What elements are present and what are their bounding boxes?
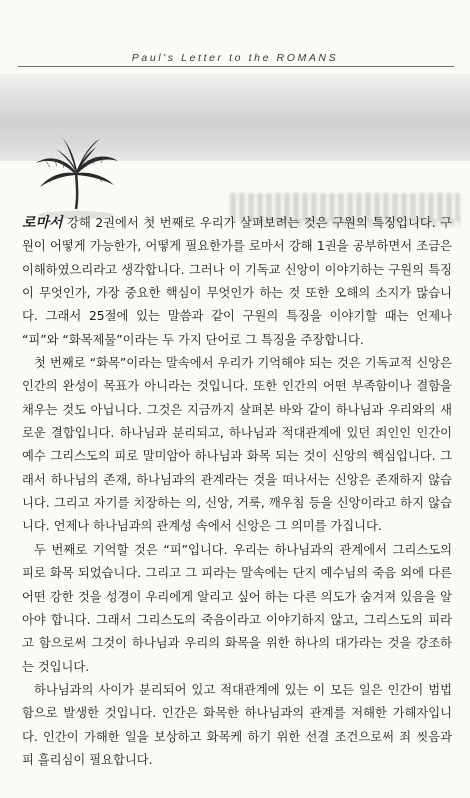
paragraph-1 [22,212,452,352]
header-rule [18,66,454,67]
running-head: Paul's Letter to the ROMANS [131,52,339,64]
body-text [22,212,452,772]
paragraph-3: 두 번째로 기억할 것은 “피”입니다. 우리는 하나님과의 관계에서 그리스도의 피로 화목 되었습니다. 그리고 그 피라는 말속에는 단지 예수님의 죽음 외에 다른 어떤 강한 것을 성경이 우리에게 알리고 싶어 하는 다른 의도가 숨겨져 있음을 알아야 합니다. 그래서 그리스도의 죽음이라고 이야기하지 않고, 그리스도의 피라고 함으로써 그것이 하나님과 우리의 화목을 위한 하나의 대가라는 것을 강조하는 것입니다. [22,542,452,674]
lead-word: 로마서 [22,215,63,231]
paragraph-4: 하나님과의 사이가 분리되어 있고 적대관계에 있는 이 모든 일은 인간이 범법함으로 발생한 것입니다. 인간은 화목한 하나님과의 관계를 저해한 가해자입니다. 인간이 가해한 일을 보상하고 화목케 하기 위한 선결 조건으로써 죄 씻음과 피 흘리심이 필요합니다. [22,682,452,767]
paragraph-2: 첫 번째로 “화목”이라는 말속에서 우리가 기억해야 되는 것은 기독교적 신앙은 인간의 완성이 목표가 아니라는 것입니다. 또한 인간의 어떤 부족함이나 결함을 채우는 것도 아닙니다. 그것은 지금까지 살펴본 바와 같이 하나님과 우리와의 새로운 결합입니다. 하나님과 분리되고, 하나님과 적대관계에 있던 죄인인 인간이 예수 그리스도의 피로 말미암아 하나님과 화목 되는 것이 신앙의 핵심입니다. 그래서 하나님의 존재, 하나님과의 관계라는 것을 떠나서는 신앙은 존재하지 않습니다. 그리고 자기를 치장하는 의, 신앙, 거룩, 깨우침 등을 신앙이라고 하지 않습니다. 언제나 하나님과의 관계성 속에서 신앙은 그 의미를 가집니다. [22,356,452,534]
paragraph-1-text: 강해 2권에서 첫 번째로 우리가 살펴보려는 것은 구원의 특징입니다. 구원이 어떻게 가능한가, 어떻게 필요한가를 로마서 강해 1권을 공부하면서 조금은 이해하였으리라고 생각합니다. 그러나 이 기독교 신앙이 이야기하는 구원의 특징이 무엇인가, 가장 중요한 핵심이 무엇인가 하는 것 또한 오해의 소지가 많습니다. 그래서 25절에 있는 말씀과 같이 구원의 특징을 이야기할 때는 언제나 “피”와 “화목제물”이라는 두 가지 단어로 그 특징을 주장합니다. [22,216,452,347]
